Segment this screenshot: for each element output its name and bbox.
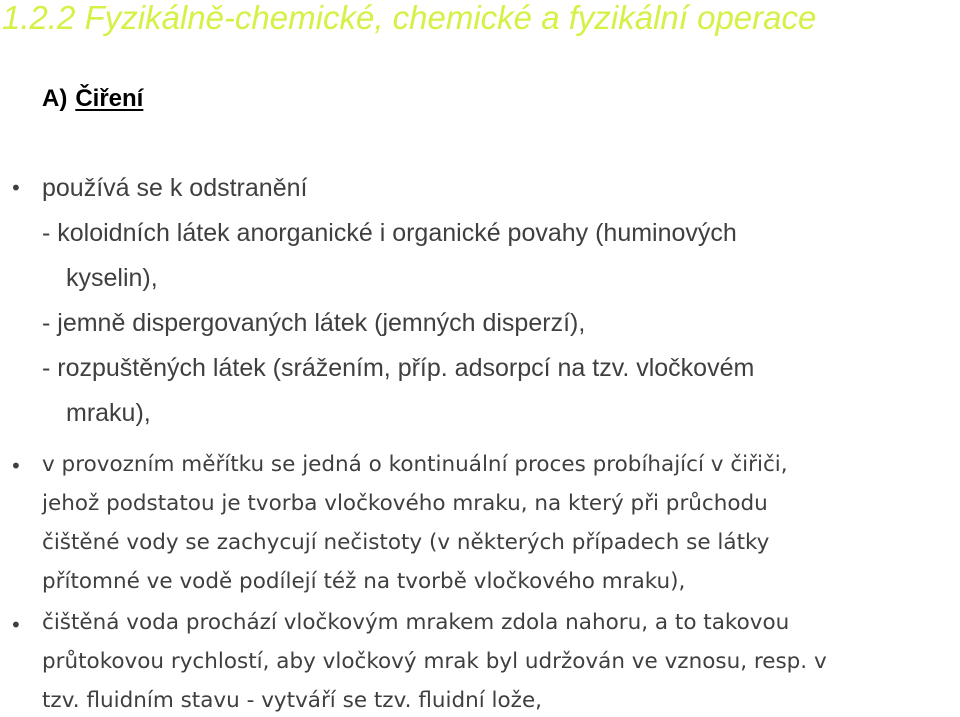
bullet-3-line: čištěná voda prochází vločkovým mrakem zdola nahoru, a to takovou: [42, 610, 790, 635]
bullet-3: [42, 603, 827, 717]
bullet-2: [42, 445, 788, 601]
bullet-1-line: používá se k odstranění: [42, 174, 308, 202]
bullet-icon: •: [10, 176, 22, 200]
section-label: Čiření: [75, 85, 144, 112]
bullet-1-line: kyselin),: [66, 264, 158, 292]
bullet-2-line: čištěné vody se zachycují nečistoty (v některých případech se látky: [42, 530, 770, 555]
bullet-2-line: v provozním měřítku se jedná o kontinuální proces probíhající v čiřiči,: [42, 452, 788, 477]
bullet-icon: •: [10, 454, 22, 478]
slide-title: 1.2.2 Fyzikálně-chemické, chemické a fyzikální operace: [2, 0, 817, 36]
bullet-1-line: - rozpuštěných látek (srážením, příp. adsorpcí na tzv. vločkovém: [42, 354, 755, 382]
bullet-icon: •: [10, 613, 22, 637]
bullet-1-line: - jemně dispergovaných látek (jemných disperzí),: [42, 309, 586, 337]
section-heading: [42, 82, 143, 116]
bullet-3-line: průtokovou rychlostí, aby vločkový mrak byl udržován ve vznosu, resp. v: [42, 649, 827, 674]
bullet-1-line: - koloidních látek anorganické i organické povahy (huminových: [42, 219, 737, 247]
bullet-3-line: tzv. fluidním stavu - vytváří se tzv. fluidní lože,: [42, 688, 543, 713]
section-letter: A): [42, 85, 68, 112]
bullet-1: [42, 166, 754, 436]
bullet-2-line: přítomné ve vodě podílejí též na tvorbě vločkového mraku),: [42, 569, 686, 594]
bullet-1-line: mraku),: [66, 399, 151, 427]
bullet-2-line: jehož podstatou je tvorba vločkového mraku, na který při průchodu: [42, 491, 768, 516]
